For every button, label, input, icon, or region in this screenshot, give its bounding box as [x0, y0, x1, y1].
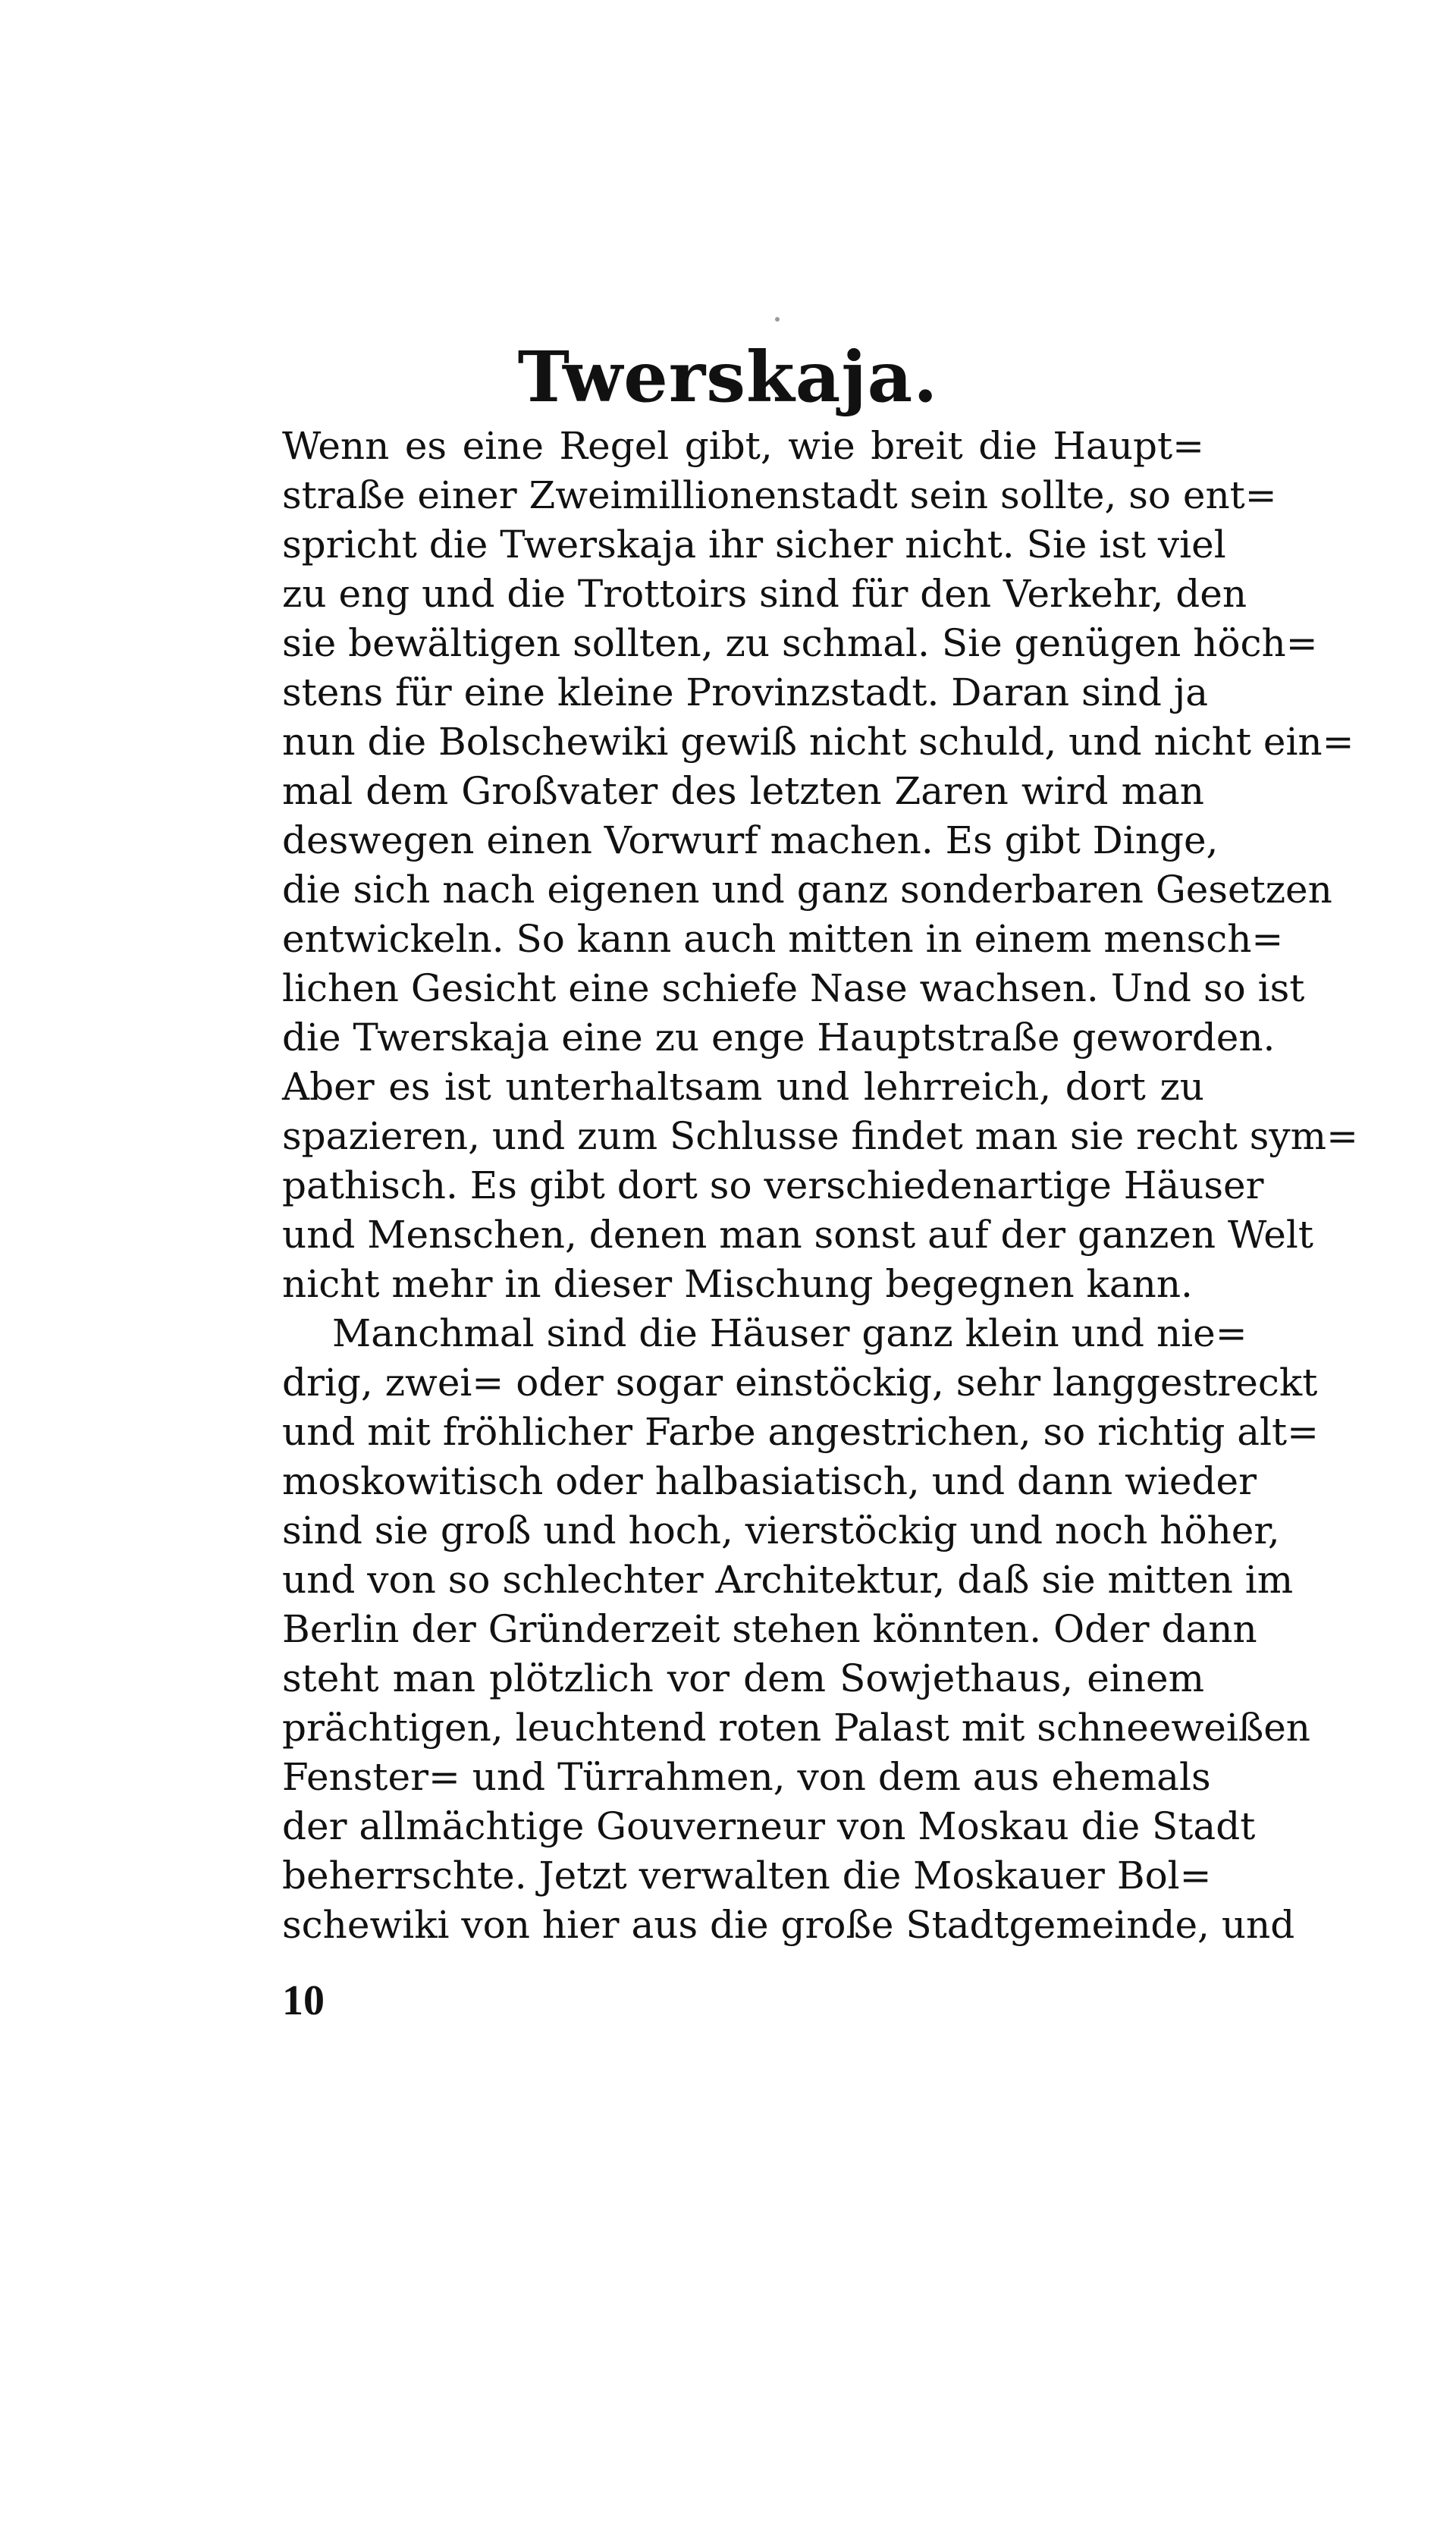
text-line: sie bewältigen sollten, zu schmal. Sie genügen höch=: [282, 621, 1318, 665]
text-line: sind sie groß und hoch, vierstöckig und noch höher,: [282, 1509, 1280, 1552]
text-line: beherrschte. Jetzt verwalten die Moskauer Bol=: [282, 1854, 1212, 1898]
text-line: stens für eine kleine Provinzstadt. Daran sind ja: [282, 670, 1209, 714]
text-line: nicht mehr in dieser Mischung begegnen kann.: [282, 1262, 1193, 1306]
page-number: 10: [282, 1977, 325, 2024]
text-line: mal dem Großvater des letzten Zaren wird man: [282, 769, 1204, 813]
text-line: und Menschen, denen man sonst auf der ganzen Welt: [282, 1213, 1313, 1257]
text-line: prächtigen, leuchtend roten Palast mit schneeweißen: [282, 1706, 1311, 1750]
text-line: straße einer Zweimillionenstadt sein sollte, so ent=: [282, 473, 1277, 517]
text-line: die sich nach eigenen und ganz sonderbaren Gesetzen: [282, 868, 1332, 912]
text-line: entwickeln. So kann auch mitten in einem mensch=: [282, 917, 1284, 961]
chapter-title: Twerskaja.: [517, 336, 939, 418]
text-line: und von so schlechter Architektur, daß sie mitten im: [282, 1558, 1294, 1602]
text-line: lichen Gesicht eine schiefe Nase wachsen. Und so ist: [282, 966, 1305, 1010]
text-line: schewiki von hier aus die große Stadtgemeinde, und: [282, 1903, 1295, 1947]
text-line: Wenn es eine Regel gibt, wie breit die Haupt=: [282, 424, 1204, 468]
text-line: Aber es ist unterhaltsam und lehrreich, dort zu: [282, 1065, 1204, 1109]
text-line: spricht die Twerskaja ihr sicher nicht. Sie ist viel: [282, 523, 1226, 567]
text-line: Fenster= und Türrahmen, von dem aus ehemals: [282, 1755, 1211, 1799]
text-line: die Twerskaja eine zu enge Hauptstraße geworden.: [282, 1016, 1276, 1060]
text-line: moskowitisch oder halbasiatisch, und dann wieder: [282, 1459, 1257, 1503]
text-line: Berlin der Gründerzeit stehen könnten. Oder dann: [282, 1607, 1257, 1651]
text-line: deswegen einen Vorwurf machen. Es gibt Dinge,: [282, 818, 1219, 862]
text-line: spazieren, und zum Schlusse findet man sie recht sym=: [282, 1114, 1358, 1158]
text-line: und mit fröhlicher Farbe angestrichen, so richtig alt=: [282, 1410, 1320, 1454]
body-text: [282, 422, 1358, 1950]
text-line: zu eng und die Trottoirs sind für den Verkehr, den: [282, 572, 1247, 616]
text-line: pathisch. Es gibt dort so verschiedenartige Häuser: [282, 1163, 1264, 1207]
text-line: nun die Bolschewiki gewiß nicht schuld, und nicht ein=: [282, 720, 1354, 764]
text-line: Manchmal sind die Häuser ganz klein und nie=: [332, 1311, 1247, 1355]
print-speck: [775, 317, 780, 322]
text-line: drig, zwei= oder sogar einstöckig, sehr langgestreckt: [282, 1361, 1318, 1405]
text-line: der allmächtige Gouverneur von Moskau die Stadt: [282, 1804, 1256, 1848]
text-line: steht man plötzlich vor dem Sowjethaus, einem: [282, 1656, 1204, 1700]
